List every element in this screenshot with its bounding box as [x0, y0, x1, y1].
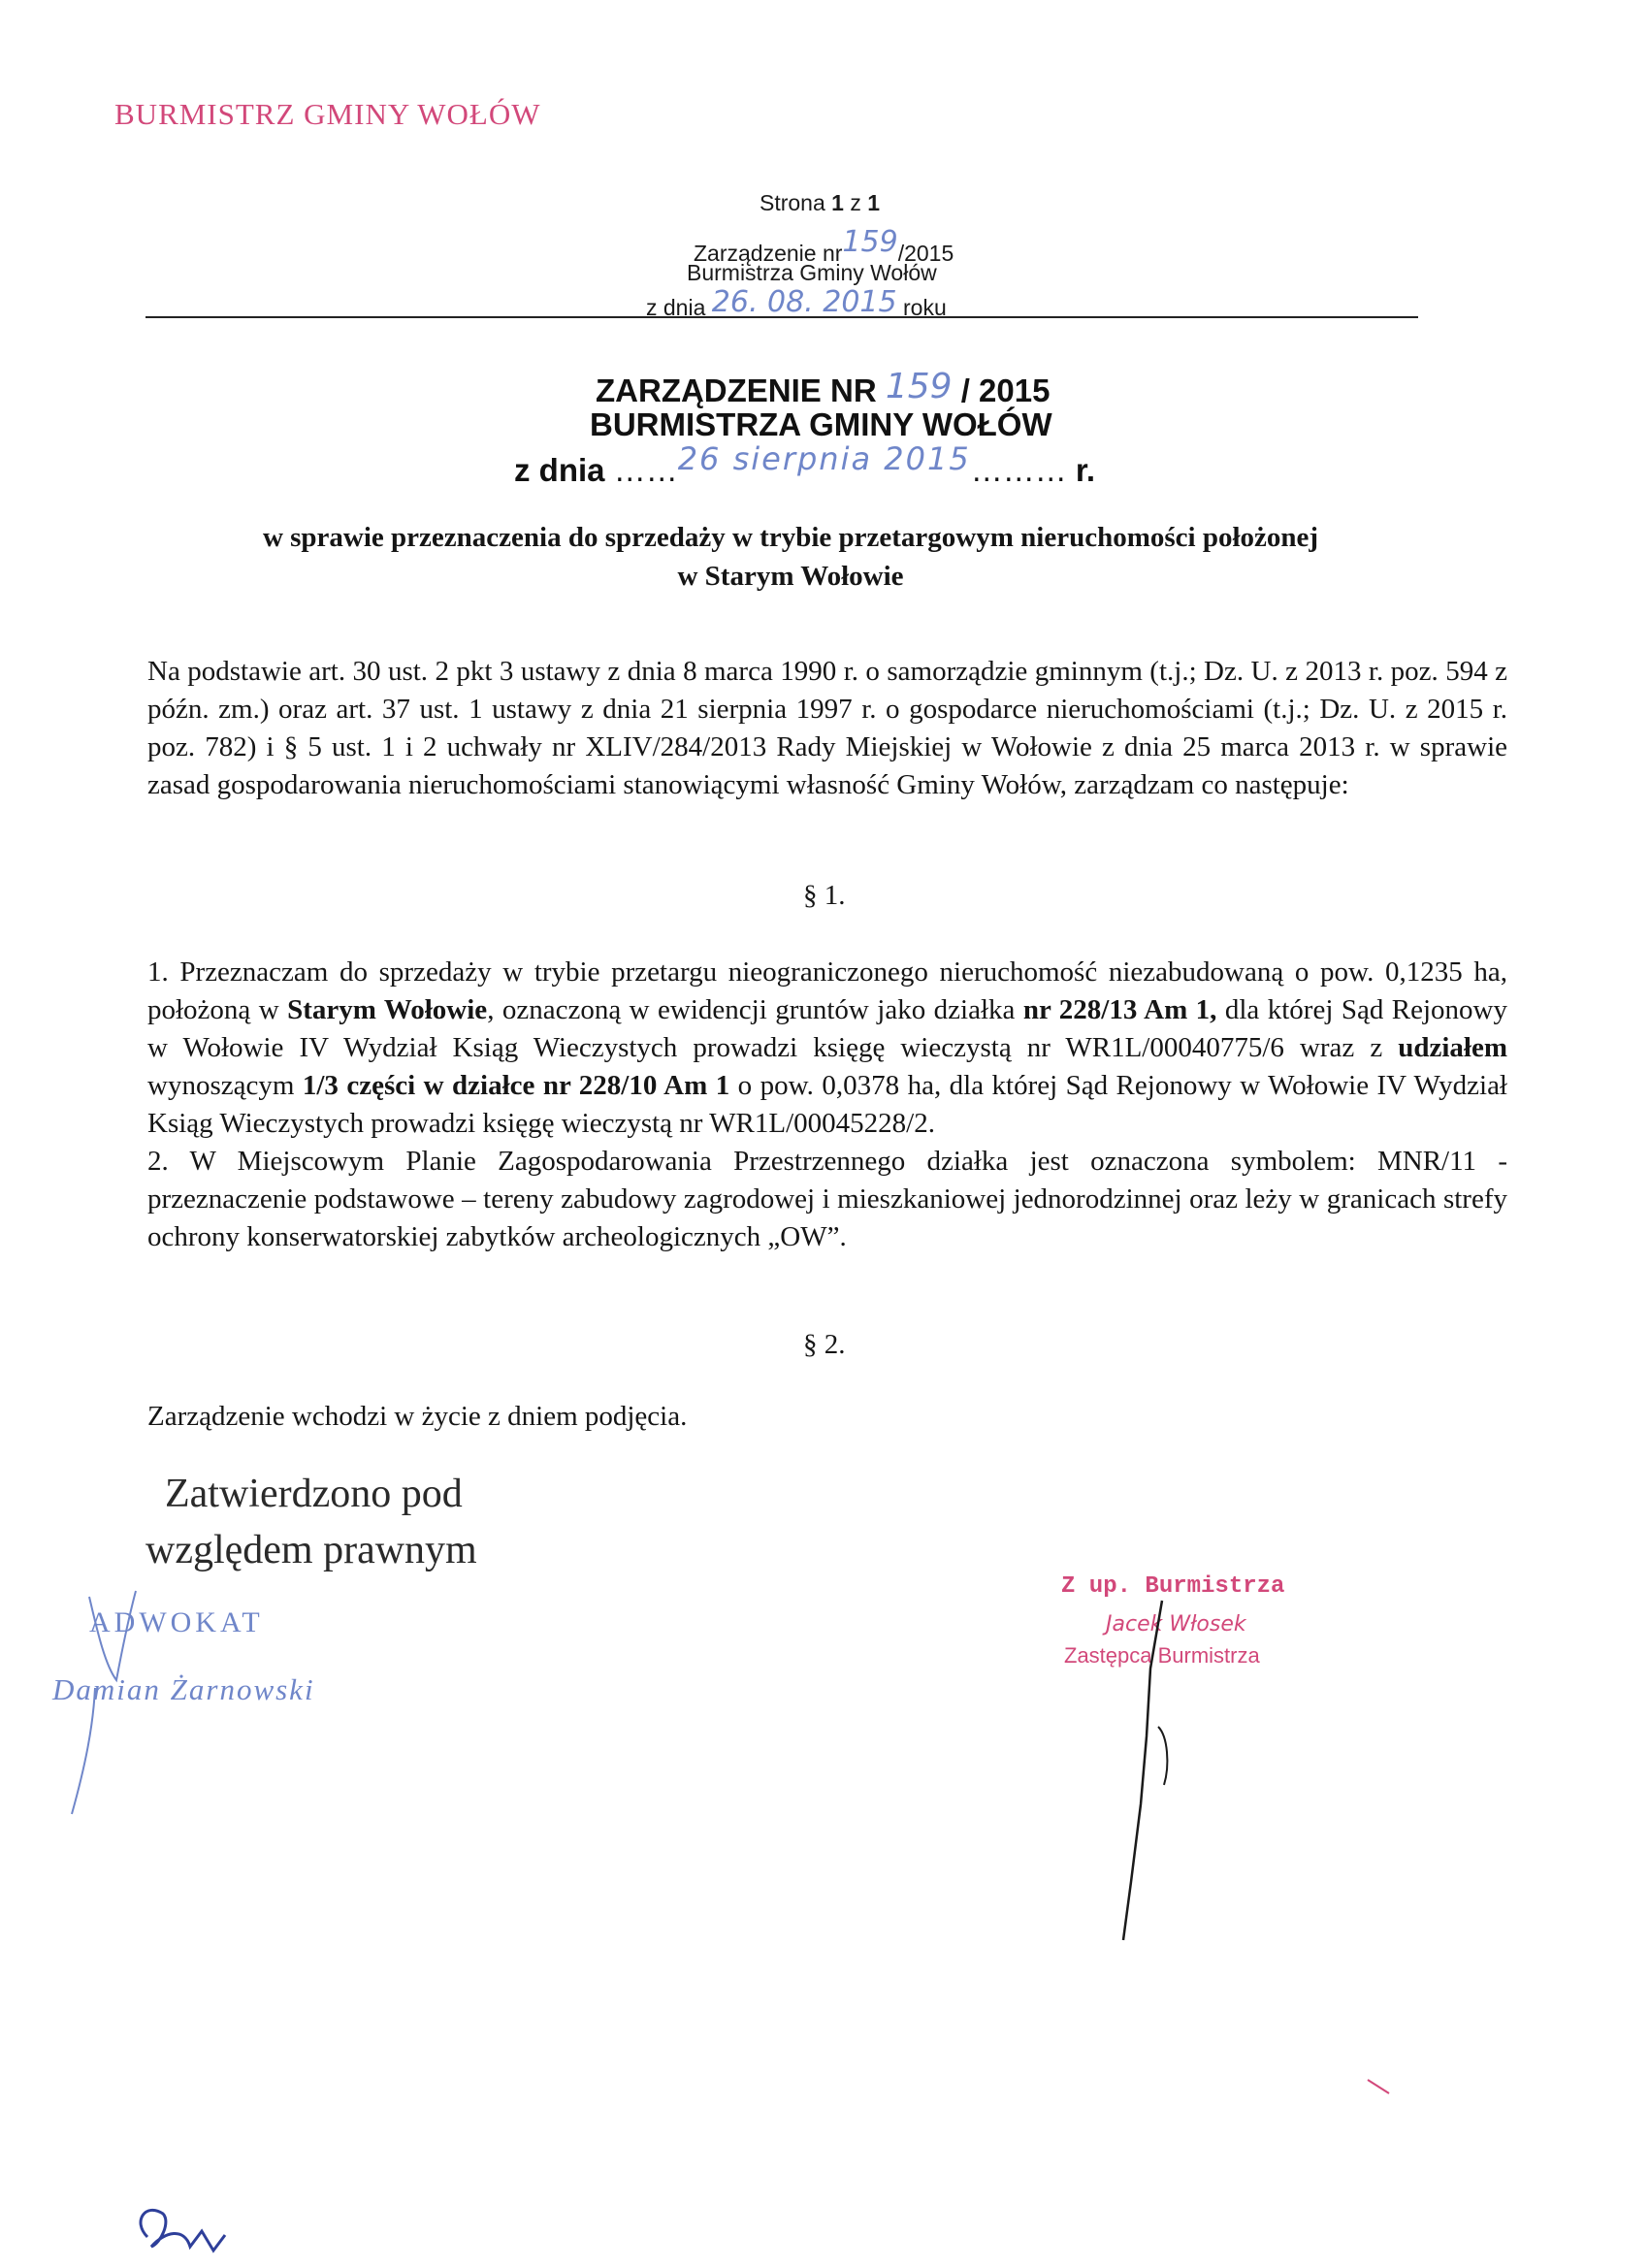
signature-stroke-right: [1123, 1601, 1162, 1940]
location-name: Starym Wołowie: [287, 994, 488, 1025]
subject-line-2: w Starym Wołowie: [677, 561, 904, 592]
page-prefix: Strona: [760, 190, 832, 215]
section-1-paragraph-1: 1. Przeznaczam do sprzedaży w trybie przetargu nieograniczonego nieruchomość niezabudowaną o pow. 0,1235 ha, położoną w Starym Wołowie, oznaczoną w ewidencji gruntów jako działka nr 228/13 Am 1, dla której Sąd Rejonowy w Wołowie IV Wydział Ksiąg Wieczystych prowadzi księgę wieczystą nr WR1L/00040775/6 wraz z udziałem wynoszącym 1/3 części w działce nr 228/10 Am 1 o pow. 0,0378 ha, dla której Sąd Rejonowy w Wołowie IV Wydział Ksiąg Wieczystych prowadzi księgę wieczystą nr WR1L/00045228/2.: [147, 956, 1507, 1139]
header-issuer-line: Burmistrza Gminy Wołów: [687, 260, 937, 285]
title-year: / 2015: [960, 373, 1051, 408]
initials-mark: [141, 2210, 225, 2251]
signature-stroke-right-loop: [1158, 1727, 1167, 1785]
title-date-prefix: z dnia: [514, 452, 605, 488]
title-prefix: ZARZĄDZENIE NR: [596, 373, 877, 408]
page-separator: z: [843, 190, 868, 215]
title-number-handwritten: 159: [885, 367, 953, 406]
signature-stroke-left-1: [89, 1591, 136, 1680]
share-label: udziałem: [1398, 1032, 1507, 1063]
red-mark: [1368, 2080, 1389, 2093]
share-plot: 1/3 części w działce nr 228/10 Am 1: [302, 1070, 730, 1101]
subject-line-1: w sprawie przeznaczenia do sprzedaży w trybie przetargowym nieruchomości położonej: [262, 522, 1319, 553]
preamble-text: Na podstawie art. 30 ust. 2 pkt 3 ustawy z dnia 8 marca 1990 r. o samorządzie gminnym (t.j.; Dz. U. z 2013 r. poz. 594 z późn. zm.) oraz art. 37 ust. 1 ustawy z dnia 21 sierpnia 1997 r. o gospodarce nieruchomościami (t.j.; Dz. U. z 2015 r. poz. 782) i § 5 ust. 1 i 2 uchwały nr XLIV/284/2013 Rady Miejskiej w Wołowie z dnia 25 marca 2013 r. w sprawie zasad gospodarowania nieruchomościami stanowiącymi własność Gminy Wołów, zarządzam co następuje:: [147, 656, 1507, 800]
legal-approval-line-1: Zatwierdzono pod: [165, 1472, 463, 1516]
signature-stroke-left-2: [72, 1688, 95, 1814]
header-order-prefix: Zarządzenie nr: [694, 241, 843, 266]
page-number: 1: [831, 190, 844, 215]
section-2-heading: § 2.: [803, 1329, 846, 1360]
signatory-name: Jacek Włosek: [1106, 1612, 1246, 1636]
header-date-suffix: roku: [903, 295, 947, 320]
lawyer-name: Damian Żarnowski: [52, 1672, 315, 1706]
page-total: 1: [867, 190, 881, 215]
title-date-suffix: r.: [1075, 452, 1096, 488]
header-order-number-handwritten: 159: [842, 225, 898, 259]
section-2-text: Zarządzenie wchodzi w życie z dniem podjęcia.: [147, 1401, 688, 1432]
section-1-paragraph-2: 2. W Miejscowym Planie Zagospodarowania Przestrzennego działka jest oznaczona symbolem: MNR/11 - przeznaczenie podstawowe – tereny zabudowy zagrodowej i mieszkaniowej jednorodzinnej oraz leży w granicach strefy ochrony konserwatorskiej zabytków archeologicznych „OW”.: [147, 1146, 1507, 1252]
title-date-dots-left: ……: [613, 452, 678, 488]
header-order-suffix: /2015: [897, 241, 954, 266]
title-date-handwritten: 26 sierpnia 2015: [677, 440, 971, 477]
section-1-heading: § 1.: [803, 880, 846, 911]
legal-approval-line-2: względem prawnym: [146, 1528, 477, 1572]
issuer-stamp: BURMISTRZ GMINY WOŁÓW: [114, 97, 541, 131]
header-date-handwritten: 26. 08. 2015: [711, 285, 897, 319]
signatory-role: Zastępca Burmistrza: [1064, 1643, 1260, 1668]
signature-stamp-header: Z up. Burmistrza: [1061, 1573, 1285, 1600]
document-issuer: BURMISTRZA GMINY WOŁÓW: [590, 406, 1052, 442]
lawyer-title: ADWOKAT: [89, 1606, 264, 1638]
plot-number: nr 228/13 Am 1,: [1022, 994, 1217, 1025]
header-date-prefix: z dnia: [646, 295, 706, 320]
title-date-dots-right: ………: [970, 452, 1067, 488]
